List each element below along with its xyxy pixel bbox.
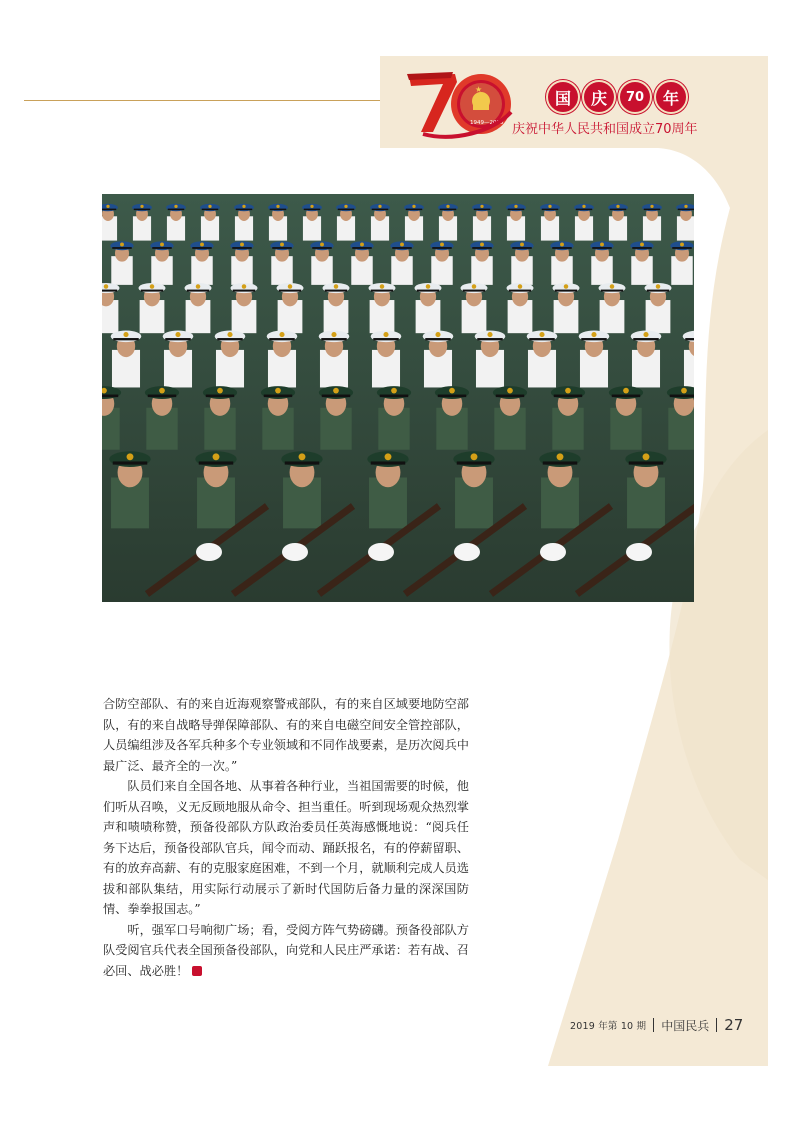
cap-visor [233,290,256,292]
cap-badge [435,332,440,337]
cap-visor [529,338,555,340]
cap-badge [539,332,544,337]
cap-badge [426,284,431,289]
badge-char-4: 年 [654,80,688,114]
cap-visor [141,290,164,292]
cap-badge [610,284,615,289]
cap-badge [310,205,313,208]
badge-char-3: 70 [618,80,652,114]
cap-visor [543,461,578,464]
cap-visor [102,290,117,292]
cap-visor [232,247,252,249]
cap-badge [127,453,134,460]
cap-visor [644,209,661,210]
cap-badge [276,205,279,208]
cap-visor [670,395,694,398]
cap-visor [610,209,627,210]
magazine-name: 中国民兵 [661,1018,710,1033]
cap-visor [206,395,235,398]
cap-visor [612,395,641,398]
cap-visor [134,209,151,210]
cap-visor [576,209,593,210]
cap-visor [457,461,492,464]
footer-separator [653,1018,654,1032]
cap-visor [633,338,659,340]
cap-visor [555,290,578,292]
cap-visor [199,461,234,464]
badge-char-2: 庆 [582,80,616,114]
page-footer [570,1016,743,1034]
cap-visor [512,247,532,249]
cap-visor [472,247,492,249]
cap-badge [591,332,596,337]
cap-visor [552,247,572,249]
cap-visor [685,338,694,340]
cap-badge [242,205,245,208]
white-glove [196,543,222,561]
cap-badge [160,242,164,246]
cap-visor [322,395,351,398]
header-subtitle: 庆祝中华人民共和国成立70周年 [512,122,698,137]
cap-visor [321,338,347,340]
cap-visor [165,338,191,340]
cap-visor [406,209,423,210]
cap-badge [471,453,478,460]
white-glove [626,543,652,561]
cap-visor [508,209,525,210]
cap-badge [623,388,629,394]
anniversary-70-logo [403,68,515,140]
cap-badge [600,242,604,246]
cap-badge [520,242,524,246]
cap-visor [112,247,132,249]
cap-badge [383,332,388,337]
cap-badge [565,388,571,394]
cap-visor [380,395,409,398]
cap-visor [647,290,670,292]
cap-badge [518,284,523,289]
cap-visor [113,461,148,464]
cap-badge [213,453,220,460]
cap-badge [159,388,165,394]
cap-visor [264,395,293,398]
cap-badge [385,453,392,460]
cap-badge [174,205,177,208]
cap-badge [227,332,232,337]
cap-badge [400,242,404,246]
cap-badge [140,205,143,208]
cap-visor [217,338,243,340]
cap-badge [378,205,381,208]
cap-badge [487,332,492,337]
cap-visor [477,338,503,340]
soldier-uniform [684,350,694,388]
cap-badge [557,453,564,460]
cap-badge [616,205,619,208]
article-paragraph-2: 队员们来自全国各地、从事着各种行业，当祖国需要的时候，他们听从召唤，义无反顾地服从命令、担当重任。听到现场观众热烈掌声和啧啧称赞，预备役部队方队政治委员任英海感慨地说：“阅兵任务下达后，预备役部队官兵，闻令而动、踊跃报名，有的停薪留职、有的放弃高薪、有的克服家庭困难，不到一个月，就顺利完成人员选拔和部队集结，用实际行动展示了新时代国防后备力量的深深国防情、拳拳报国志。” [103,779,469,916]
cap-badge [334,284,339,289]
cap-badge [106,205,109,208]
cap-visor [102,209,116,210]
cap-visor [554,395,583,398]
cap-visor [352,247,372,249]
end-mark-icon [192,966,202,976]
cap-visor [152,247,172,249]
cap-visor [496,395,525,398]
article-paragraph-1: 合防空部队、有的来自近海观察警戒部队，有的来自区域要地防空部队，有的来自战略导弹保障部队、有的来自电磁空间安全管控部队，人员编组涉及各军兵种多个专业领域和不同作战要素，是历次阅兵中最广泛、最齐全的一次。” [103,697,469,773]
cap-badge [150,284,155,289]
badge-char-1: 国 [546,80,580,114]
cap-badge [242,284,247,289]
cap-visor [338,209,355,210]
cap-visor [285,461,320,464]
cap-badge [217,388,223,394]
cap-badge [480,242,484,246]
cap-visor [269,338,295,340]
cap-visor [474,209,491,210]
cap-badge [360,242,364,246]
cap-badge [472,284,477,289]
cap-badge [507,388,513,394]
article-body [103,694,469,981]
cap-visor [440,209,457,210]
cap-visor [632,247,652,249]
cap-visor [272,247,292,249]
cap-badge [120,242,124,246]
white-glove [540,543,566,561]
cap-visor [672,247,692,249]
parade-photo [102,194,694,602]
cap-visor [432,247,452,249]
cap-badge [344,205,347,208]
cap-badge [582,205,585,208]
white-glove [368,543,394,561]
cap-visor [371,461,406,464]
article-paragraph-3 [103,920,469,982]
cap-visor [438,395,467,398]
cap-badge [280,242,284,246]
national-day-badges [546,80,688,114]
cap-badge [275,388,281,394]
cap-badge [681,388,687,394]
cap-visor [279,290,302,292]
cap-visor [148,395,177,398]
cap-badge [380,284,385,289]
cap-visor [373,338,399,340]
cap-badge [331,332,336,337]
cap-visor [168,209,185,210]
cap-visor [601,290,624,292]
cap-badge [123,332,128,337]
cap-badge [643,453,650,460]
cap-badge [564,284,569,289]
cap-badge [299,453,306,460]
cap-visor [463,290,486,292]
cap-visor [236,209,253,210]
footer-separator [716,1018,717,1032]
cap-badge [680,242,684,246]
cap-badge [320,242,324,246]
white-glove [454,543,480,561]
logo-dates: 1949—2019 [470,120,504,126]
cap-badge [446,205,449,208]
cap-visor [509,290,532,292]
cap-visor [678,209,694,210]
cap-visor [417,290,440,292]
cap-badge [480,205,483,208]
cap-badge [656,284,661,289]
cap-visor [312,247,332,249]
cap-visor [270,209,287,210]
cap-badge [175,332,180,337]
cap-visor [581,338,607,340]
cap-badge [684,205,687,208]
issue-label: 2019 年第 10 期 [570,1021,647,1032]
cap-badge [333,388,339,394]
cap-badge [200,242,204,246]
cap-visor [629,461,664,464]
cap-visor [192,247,212,249]
white-glove [282,543,308,561]
cap-visor [542,209,559,210]
cap-badge [449,388,455,394]
cap-badge [548,205,551,208]
cap-badge [640,242,644,246]
cap-visor [425,338,451,340]
cap-visor [202,209,219,210]
cap-visor [113,338,139,340]
cap-visor [187,290,210,292]
cap-badge [196,284,201,289]
svg-text:★: ★ [475,85,483,94]
cap-visor [102,395,118,398]
cap-badge [514,205,517,208]
cap-visor [372,209,389,210]
cap-badge [560,242,564,246]
cap-badge [440,242,444,246]
cap-badge [104,284,109,289]
cap-visor [371,290,394,292]
cap-badge [391,388,397,394]
cap-badge [412,205,415,208]
cap-badge [643,332,648,337]
cap-badge [240,242,244,246]
article-paragraph-3-text: 听，强军口号响彻广场；看，受阅方阵气势磅礴。预备役部队方队受阅官兵代表全国预备役部队，向党和人民庄严承诺：若有战、召必回、战必胜！ [103,922,469,978]
cap-badge [288,284,293,289]
cap-visor [325,290,348,292]
page-number: 27 [724,1016,744,1034]
cap-badge [650,205,653,208]
cap-badge [208,205,211,208]
cap-badge [279,332,284,337]
header-divider-line [24,100,380,101]
cap-visor [392,247,412,249]
cap-visor [592,247,612,249]
cap-visor [304,209,321,210]
